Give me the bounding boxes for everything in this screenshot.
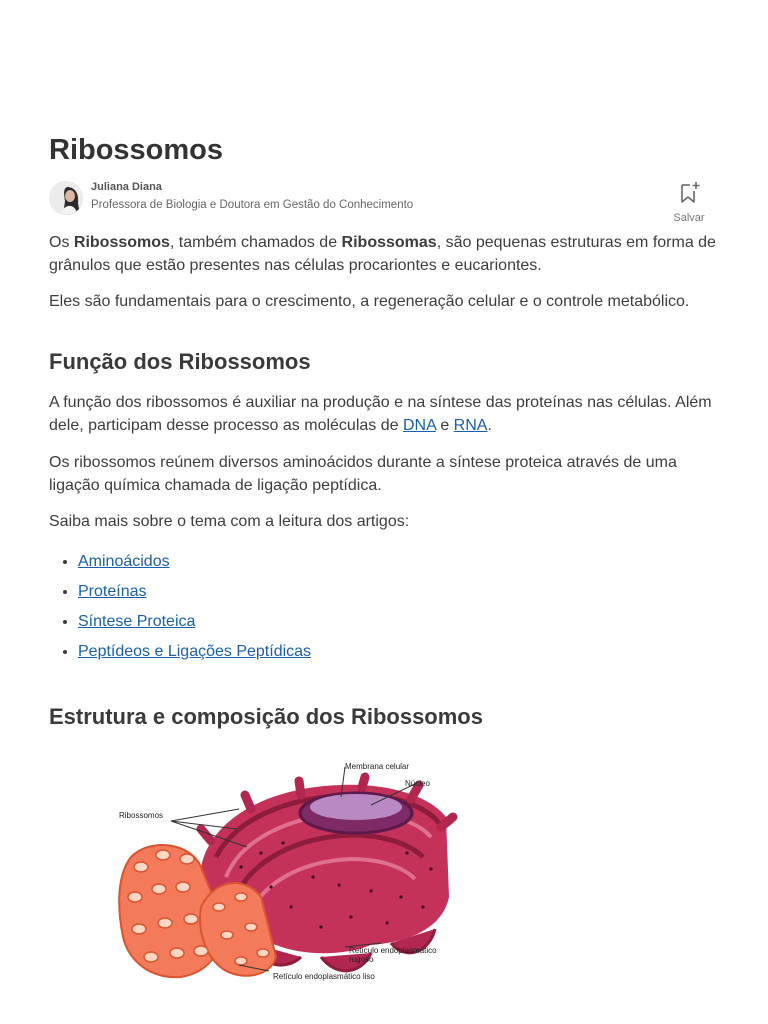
function-paragraph: A função dos ribossomos é auxiliar na produção e na síntese das proteínas nas células. Além dele, participam desse processo as moléculas de DNA e RNA. <box>49 394 712 434</box>
section-heading-estrutura: Estrutura e composição dos Ribossomos <box>49 704 483 729</box>
author-role: Professora de Biologia e Doutora em Gestão do Conhecimento <box>91 199 414 211</box>
save-button[interactable] <box>669 180 709 224</box>
dna-link[interactable]: DNA <box>402 417 436 434</box>
term-ribossomas: Ribossomas <box>341 234 437 251</box>
sintese-proteica-link[interactable]: Síntese Proteica <box>78 613 196 630</box>
label-smooth-er: Retículo endoplasmático liso <box>273 972 375 981</box>
section-heading-funcao: Função dos Ribossomos <box>49 349 311 374</box>
label-nucleus: Núcleo <box>405 779 430 788</box>
peptideos-link[interactable]: Peptídeos e Ligações Peptídicas <box>78 643 312 660</box>
list-item <box>78 640 311 663</box>
label-ribosomes: Ribossomos <box>119 811 164 820</box>
related-articles-list <box>49 550 311 670</box>
peptide-paragraph: Os ribossomos reúnem diversos aminoácidos durante a síntese proteica através de uma ligação química chamada de ligação peptídica. <box>49 454 677 494</box>
intro-paragraph: Os Ribossomos, também chamados de Ribossomas, são pequenas estruturas em forma de grânulos que estão presentes nas células procariontes e eucariontes. <box>49 234 716 274</box>
list-item <box>78 580 311 603</box>
intro-paragraph-2: Eles são fundamentais para o crescimento, a regeneração celular e o controle metabólico. <box>49 293 690 310</box>
label-rough-er-2: rugoso <box>349 955 374 964</box>
label-rough-er: Retículo endoplasmático <box>349 946 437 955</box>
read-more-paragraph: Saiba mais sobre o tema com a leitura dos artigos: <box>49 513 410 530</box>
term-ribossomos: Ribossomos <box>73 234 170 251</box>
author-block <box>49 180 719 224</box>
aminoacidos-link[interactable]: Aminoácidos <box>78 553 170 570</box>
proteinas-link[interactable]: Proteínas <box>78 583 147 600</box>
list-item <box>78 610 311 633</box>
label-membrane: Membrana celular <box>345 762 410 771</box>
ribosome-diagram <box>51 757 539 985</box>
page-title: Ribossomos <box>49 134 224 166</box>
author-name[interactable]: Juliana Diana <box>91 181 162 193</box>
avatar[interactable] <box>49 181 83 215</box>
save-label: Salvar <box>673 212 705 224</box>
rna-link[interactable]: RNA <box>453 417 488 434</box>
bookmark-add-icon <box>677 180 701 206</box>
list-item <box>78 550 311 573</box>
